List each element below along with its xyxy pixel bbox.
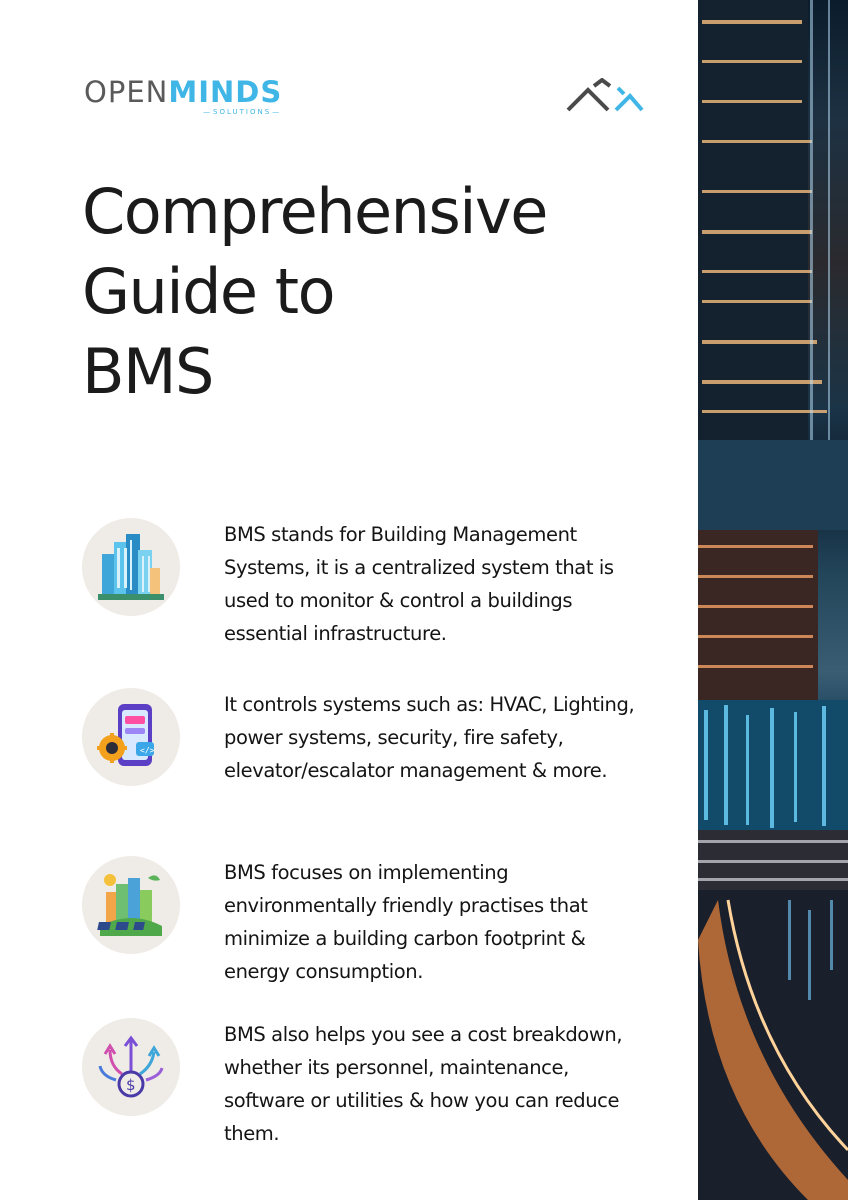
item-text: It controls systems such as: HVAC, Lighting, power systems, security, fire safety, elevator/escalator management & more. [224,693,635,782]
page-title [82,172,682,412]
svg-text:</>: </> [140,746,155,755]
openminds-logo [84,75,284,122]
eco-city-icon [82,856,180,954]
item-text: BMS focuses on implementing environmentally friendly practises that minimize a building carbon footprint & energy consumption. [224,861,588,983]
open-chevron-mark-icon [564,78,644,116]
smartphone-settings-icon [82,688,180,786]
title-line-1: Comprehensive [82,175,547,248]
svg-text:$: $ [126,1076,136,1094]
title-line-3: BMS [82,335,213,408]
cost-reduction-icon [82,1018,180,1116]
logo-minds-text: MINDS [168,75,283,109]
city-buildings-icon [82,518,180,616]
title-line-2: Guide to [82,255,335,328]
night-city-skyline-photo [698,0,848,1200]
logo-subtitle: — SOLUTIONS — [202,108,282,116]
logo-open-text: OPEN [84,75,169,109]
item-text: BMS stands for Building Management Systems, it is a centralized system that is used to monitor & control a buildings essential infrastructure. [224,523,614,645]
item-text: BMS also helps you see a cost breakdown, whether its personnel, maintenance, software or utilities & how you can reduce them. [224,1023,623,1145]
